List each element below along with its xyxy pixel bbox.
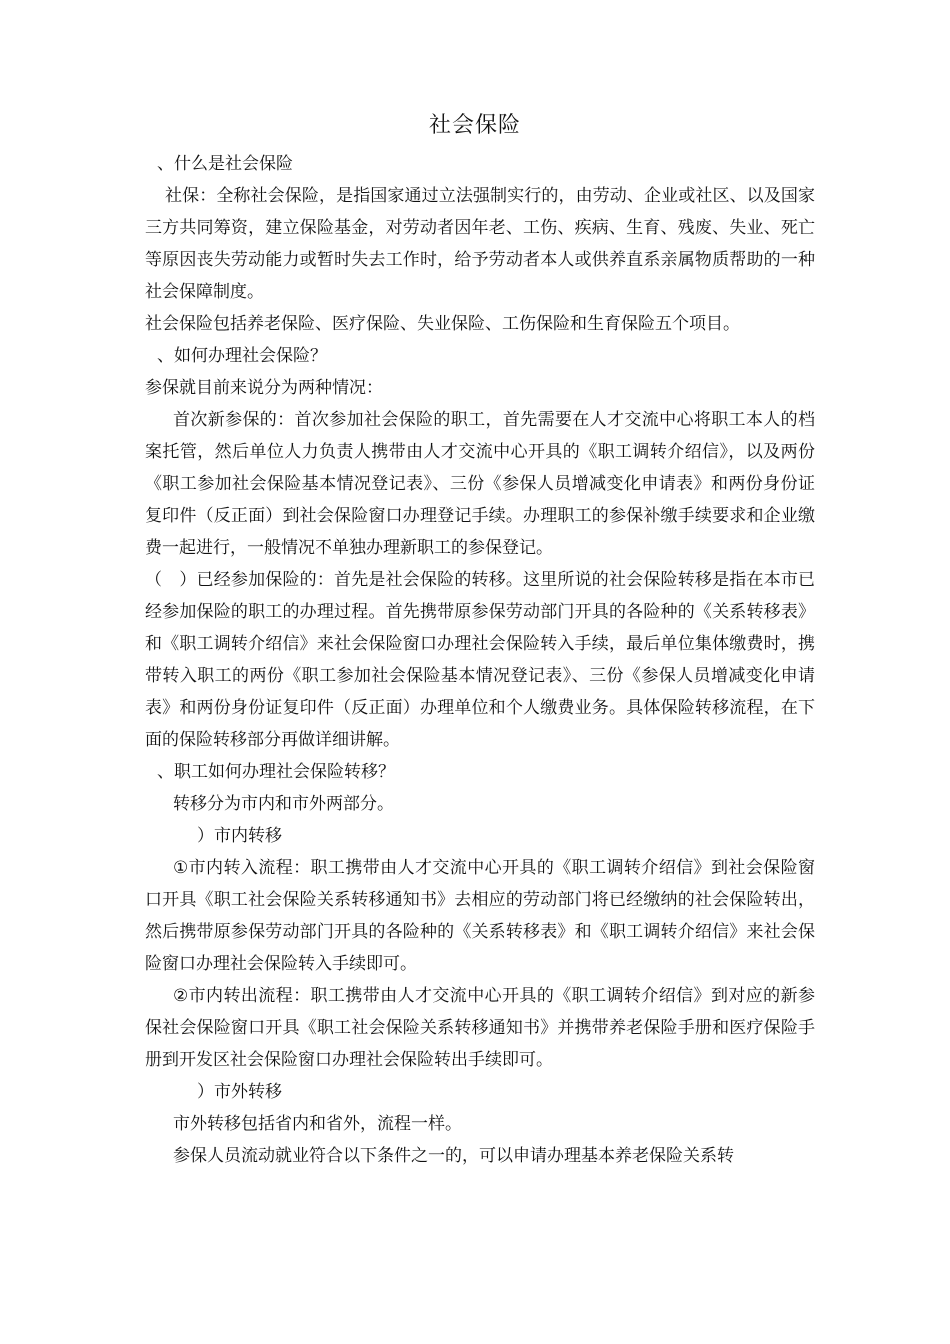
paragraph-intra-city-in: ①市内转入流程：职工携带由人才交流中心开具的《职工调转介绍信》到社会保险窗口开具《职工社会保险关系转移通知书》去相应的劳动部门将已经缴纳的社会保险转出，然后携带原参保劳动部门开具的各险种的《关系转移表》和《职工调转介绍信》来社会保险窗口办理社会保险转入手续即可。	[145, 858, 815, 974]
paragraph-intra-city-out: ②市内转出流程：职工携带由人才交流中心开具的《职工调转介绍信》到对应的新参保社会保险窗口开具《职工社会保险关系转移通知书》并携带养老保险手册和医疗保险手册到开发区社会保险窗口办理社会保险转出手续即可。	[145, 986, 815, 1070]
document-body	[145, 148, 815, 1172]
paragraph-transfer-conditions: 参保人员流动就业符合以下条件之一的，可以申请办理基本养老保险关系转	[173, 1146, 734, 1166]
paragraph-two-cases: 参保就目前来说分为两种情况：	[145, 378, 383, 398]
subheading-inter-city: ）市外转移	[197, 1082, 282, 1102]
subheading-intra-city: ）市内转移	[197, 826, 282, 846]
paragraph-first-time-enrollment: 首次新参保的：首次参加社会保险的职工，首先需要在人才交流中心将职工本人的档案托管，然后单位人力负责人携带由人才交流中心开具的《职工调转介绍信》，以及两份《职工参加社会保险基本情况登记表》、三份《参保人员增减变化申请表》和两份身份证复印件（反正面）到社会保险窗口办理登记手续。办理职工的参保补缴手续要求和企业缴费一起进行，一般情况不单独办理新职工的参保登记。	[145, 410, 815, 558]
page-title: 社会保险	[428, 113, 521, 138]
paragraph-five-items: 社会保险包括养老保险、医疗保险、失业保险、工伤保险和生育保险五个项目。	[145, 314, 740, 334]
section-heading-how-to-apply: 、如何办理社会保险？	[157, 346, 327, 366]
section-heading-what-is: 、什么是社会保险	[157, 154, 293, 174]
paragraph-already-enrolled: （ ）已经参加保险的：首先是社会保险的转移。这里所说的社会保险转移是指在本市已经参加保险的职工的办理过程。首先携带原参保劳动部门开具的各险种的《关系转移表》和《职工调转介绍信》来社会保险窗口办理社会保险转入手续，最后单位集体缴费时，携带转入职工的两份《职工参加社会保险基本情况登记表》、三份《参保人员增减变化申请表》和两份身份证复印件（反正面）办理单位和个人缴费业务。具体保险转移流程，在下面的保险转移部分再做详细讲解。	[145, 570, 815, 750]
paragraph-definition: 社保：全称社会保险，是指国家通过立法强制实行的，由劳动、企业或社区、以及国家三方共同筹资，建立保险基金，对劳动者因年老、工伤、疾病、生育、残废、失业、死亡等原因丧失劳动能力或暂时失去工作时，给予劳动者本人或供养直系亲属物质帮助的一种社会保障制度。	[145, 186, 815, 302]
paragraph-transfer-parts: 转移分为市内和市外两部分。	[173, 794, 394, 814]
section-heading-transfer: 、职工如何办理社会保险转移？	[157, 762, 395, 782]
paragraph-inter-city: 市外转移包括省内和省外，流程一样。	[173, 1114, 462, 1134]
